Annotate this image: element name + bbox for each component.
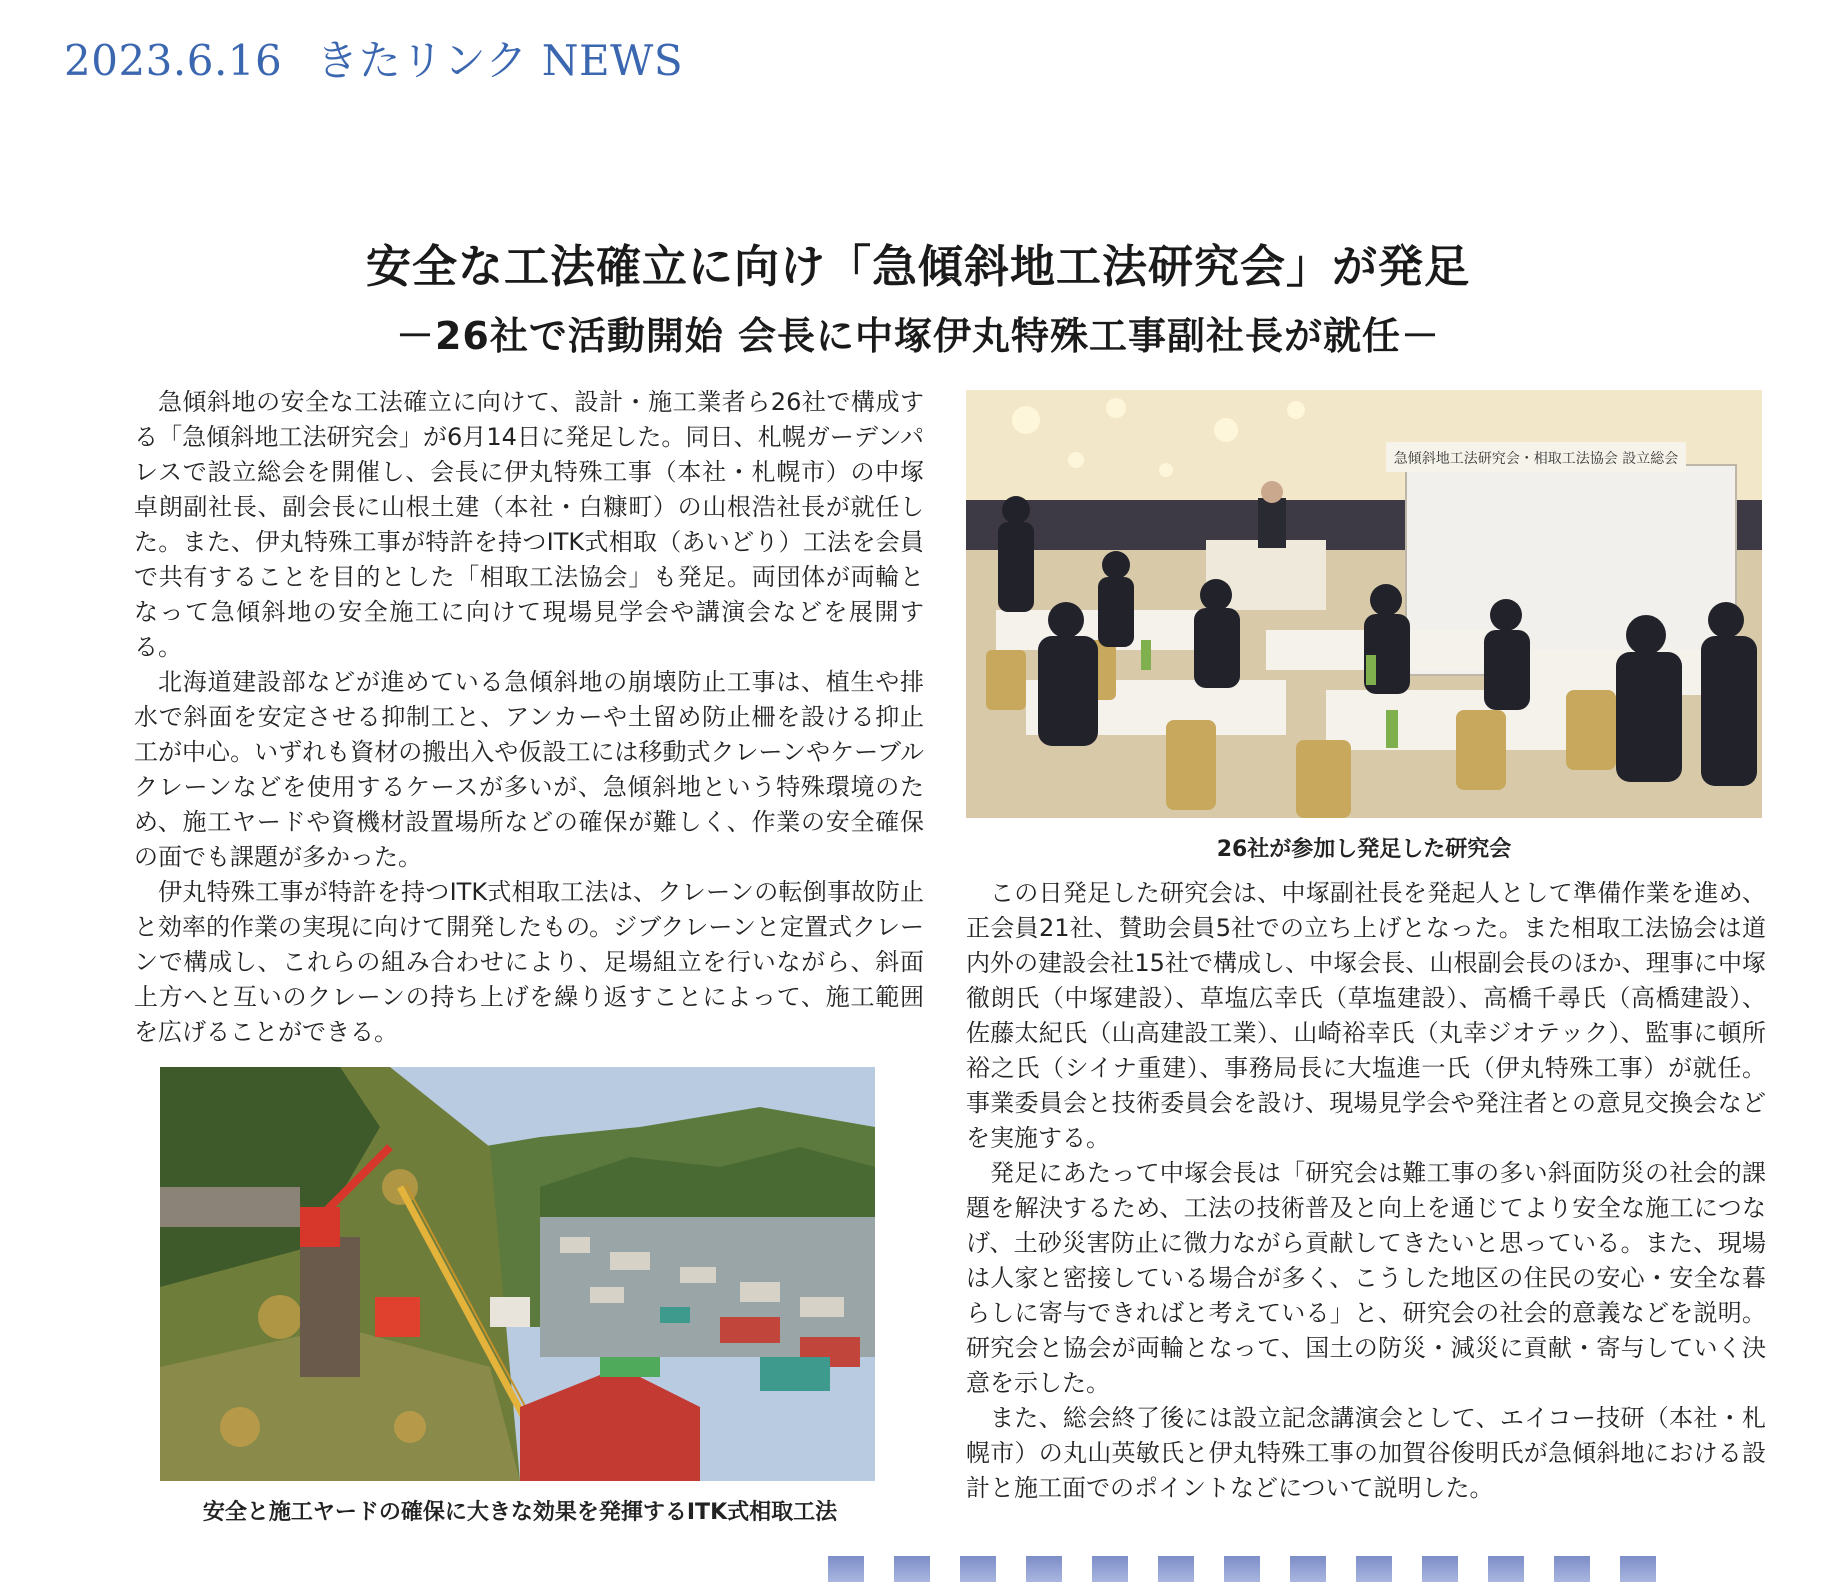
deco-square xyxy=(1224,1556,1260,1582)
deco-square xyxy=(1488,1556,1524,1582)
header-source: きたリンク NEWS xyxy=(316,36,684,85)
body-paragraph: 伊丸特殊工事が特許を持つITK式相取工法は、クレーンの転倒事故防止と効率的作業の実現に向けて開発したもの。ジブクレーンと定置式クレーンで構成し、これらの組み合わせにより、足場組立を行いながら、斜面上方へと互いのクレーンの持ち上げを繰り返すことによって、施工範囲を広げることができる。 xyxy=(134,878,924,1046)
article-headline: 安全な工法確立に向け「急傾斜地工法研究会」が発足 xyxy=(365,240,1470,293)
body-paragraph: 発足にあたって中塚会長は「研究会は難工事の多い斜面防災の社会的課題を解決するため、工法の技術普及と向上を通じてより安全な施工につなげ、土砂災害防止に微力ながら貢献してきたいと思っている。また、現場は人家と密接している場合が多く、こうした地区の住民の安心・安全な暮らしに寄与できればと考えている」と、研究会の社会的意義などを説明。研究会と協会が両輪となって、国土の防災・減災に貢献・寄与していく決意を示した。 xyxy=(966,1159,1766,1397)
body-paragraph: 北海道建設部などが進めている急傾斜地の崩壊防止工事は、植生や排水で斜面を安定させる抑制工と、アンカーや土留め防止柵を設ける抑止工が中心。いずれも資材の搬出入や仮設工には移動式クレーンやケーブルクレーンなどを使用するケースが多いが、急傾斜地という特殊環境のため、施工ヤードや資機材設置場所などの確保が難しく、作業の安全確保の面でも課題が多かった。 xyxy=(134,668,924,871)
deco-square xyxy=(1620,1556,1656,1582)
deco-square xyxy=(1290,1556,1326,1582)
article-subheadline: －26社で活動開始 会長に中塚伊丸特殊工事副社長が就任－ xyxy=(395,314,1441,358)
deco-square xyxy=(1422,1556,1458,1582)
header-date: 2023.6.16 xyxy=(64,36,283,85)
article-right-column xyxy=(966,876,1766,1506)
deco-square xyxy=(1356,1556,1392,1582)
construction-site-photo xyxy=(160,1067,875,1481)
deco-square xyxy=(1092,1556,1128,1582)
body-paragraph: 急傾斜地の安全な工法確立に向けて、設計・施工業者ら26社で構成する「急傾斜地工法研究会」が6月14日に発足した。同日、札幌ガーデンパレスで設立総会を開催し、会長に伊丸特殊工事（本社・札幌市）の中塚卓朗副社長、副会長に山根土建（本社・白糠町）の山根浩社長が就任した。また、伊丸特殊工事が特許を持つITK式相取（あいどり）工法を会員で共有することを目的とした「相取工法協会」も発足。両団体が両輪となって急傾斜地の安全施工に向けて現場見学会や講演会などを展開する。 xyxy=(134,388,924,661)
decorative-squares xyxy=(828,1556,1656,1582)
deco-square xyxy=(894,1556,930,1582)
article-left-column xyxy=(134,385,924,1050)
deco-square xyxy=(1158,1556,1194,1582)
deco-square xyxy=(828,1556,864,1582)
page-header xyxy=(64,28,683,88)
meeting-photo-caption: 26社が参加し発足した研究会 xyxy=(1216,837,1512,862)
site-photo-caption: 安全と施工ヤードの確保に大きな効果を発揮するITK式相取工法 xyxy=(202,1500,838,1525)
body-paragraph: この日発足した研究会は、中塚副社長を発起人として準備作業を進め、正会員21社、賛助会員5社での立ち上げとなった。また相取工法協会は道内外の建設会社15社で構成し、中塚会長、山根副会長のほか、理事に中塚徹朗氏（中塚建設）、草塩広幸氏（草塩建設）、高橋千尋氏（高橋建設）、佐藤太紀氏（山高建設工業）、山崎裕幸氏（丸幸ジオテック）、監事に頓所裕之氏（シイナ重建）、事務局長に大塩進一氏（伊丸特殊工事）が就任。事業委員会と技術委員会を設け、現場見学会や発注者との意見交換会などを実施する。 xyxy=(966,879,1766,1152)
body-paragraph: また、総会終了後には設立記念講演会として、エイコー技研（本社・札幌市）の丸山英敏氏と伊丸特殊工事の加賀谷俊明氏が急傾斜地における設計と施工面でのポイントなどについて説明した。 xyxy=(966,1404,1766,1502)
meeting-photo xyxy=(966,390,1762,818)
deco-square xyxy=(1554,1556,1590,1582)
deco-square xyxy=(960,1556,996,1582)
deco-square xyxy=(1026,1556,1062,1582)
meeting-banner-text: 急傾斜地工法研究会・相取工法協会 設立総会 xyxy=(1393,451,1679,467)
